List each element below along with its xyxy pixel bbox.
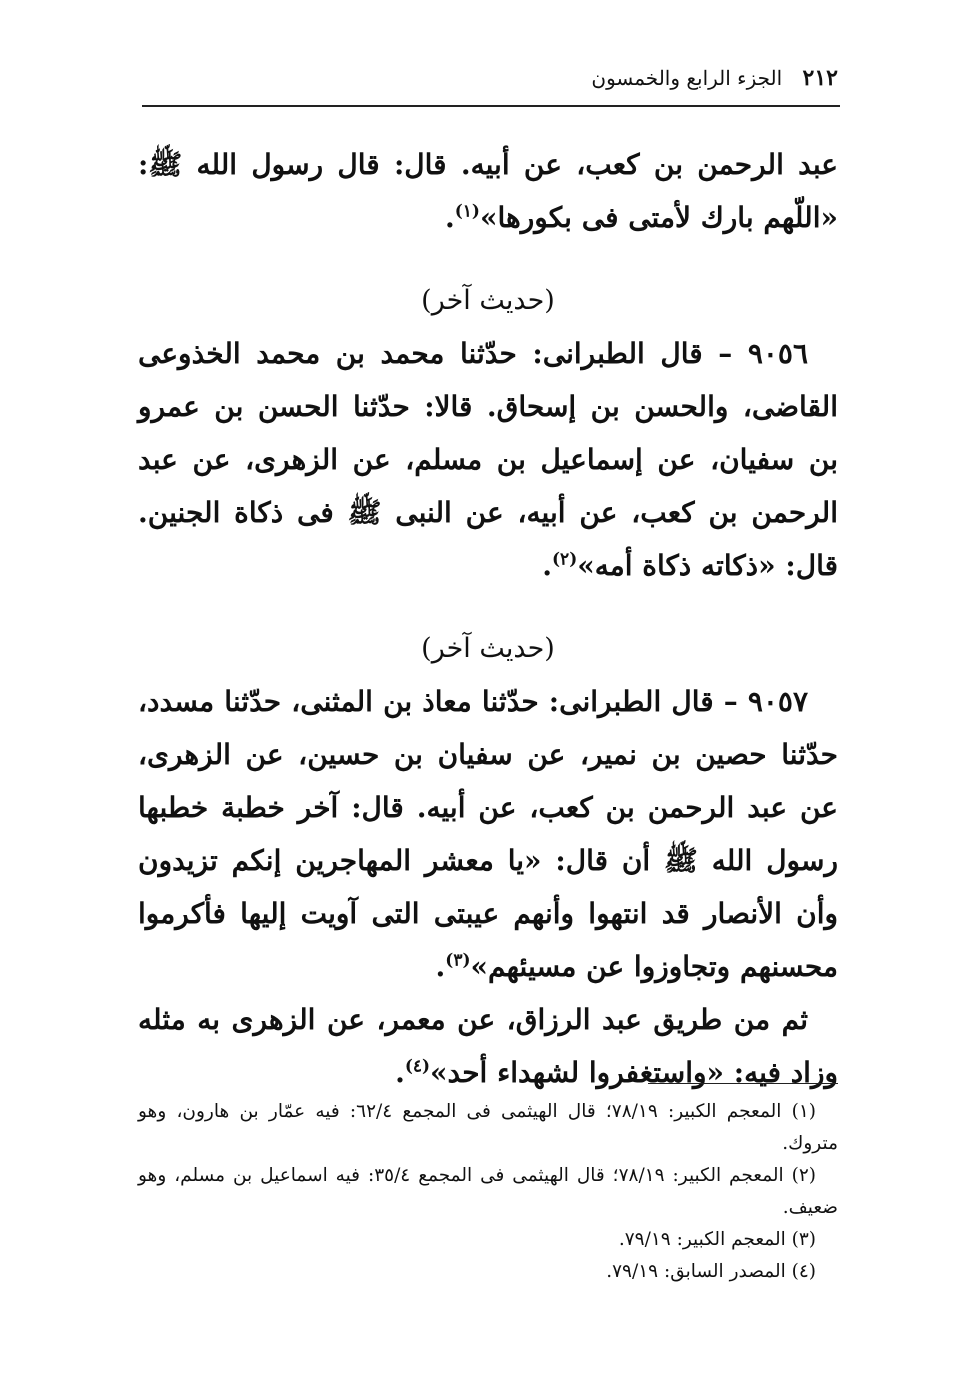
footnotes <box>138 1096 838 1288</box>
paragraph-1: عبد الرحمن بن كعب، عن أبيه. قال: قال رسول الله ﷺ: «اللّهم بارك لأمتى فى بكورها»$^{(١)}$. <box>138 148 838 234</box>
header-rule <box>142 105 840 107</box>
running-header <box>138 58 838 98</box>
footnote-ref-3: (٣) <box>445 950 471 971</box>
hadith-9057: ٩٠٥٧ – قال الطبرانى: حدّثنا معاذ بن المثنى، حدّثنا مسدد، حدّثنا حصين بن نمير، عن سفيان بن حسين، عن الزهرى، عن عبد الرحمن بن كعب، عن أبيه. قال: آخر خطبة خطبها رسول الله ﷺ أن قال: «يا معشر المهاجرين إنكم تزيدون وأن الأنصار قد انتهوا وأنهم عيبتى التى آويت إليها فأكرموا محسنهم وتجاوزوا عن مسيئهم»$^{(٣)}$. <box>138 685 838 983</box>
footnote-ref-2: (٢) <box>552 549 578 570</box>
footnote-ref-4: (٤) <box>404 1056 431 1077</box>
paragraph-4: ثم من طريق عبد الرزاق، عن معمر، عن الزهرى به مثله وزاد فيه: «واستغفروا لشهداء أحد»$^{(٤)}$. <box>138 1003 838 1089</box>
footnote-separator <box>648 1083 838 1084</box>
page-number: ٢١٢ <box>802 65 838 91</box>
footnote-3: (٣) المعجم الكبير: ٧٩/١٩. <box>618 1229 816 1250</box>
footnote-1: (١) المعجم الكبير: ٧٨/١٩؛ قال الهيثمى فى المجمع ٦٢/٤: فيه عمّار بن هارون، وهو متروك. <box>138 1101 838 1154</box>
paragraph-4-text: ثم من طريق عبد الرزاق، عن معمر، عن الزهرى به مثله وزاد فيه: «واستغفروا لشهداء أحد» <box>138 1003 838 1089</box>
hadith-9057-text: ٩٠٥٧ – قال الطبرانى: حدّثنا معاذ بن المثنى، حدّثنا مسدد، حدّثنا حصين بن نمير، عن سفيان بن حسين، عن الزهرى، عن عبد الرحمن بن كعب، عن أبيه. قال: آخر خطبة خطبها رسول الله ﷺ أن قال: «يا معشر المهاجرين إنكم تزيدون وأن الأنصار قد انتهوا وأنهم عيبتى التى آويت إليها فأكرموا محسنهم وتجاوزوا عن مسيئهم» <box>138 685 838 983</box>
footnote-ref-1: (١) <box>454 201 480 222</box>
running-title: الجزء الرابع والخمسون <box>591 66 783 90</box>
footnote-4: (٤) المصدر السابق: ٧٩/١٩. <box>606 1261 816 1282</box>
main-text <box>138 138 838 1099</box>
hadith-9056: ٩٠٥٦ – قال الطبرانى: حدّثنا محمد بن محمد الخذوعى القاضى، والحسن بن إسحاق. قالا: حدّثنا الحسن بن عمرو بن سفيان، عن إسماعيل بن مسلم، عن الزهرى، عن عبد الرحمن بن كعب، عن أبيه، عن النبى ﷺ فى ذكاة الجنين. قال: «ذكاته ذكاة أمه»$^{(٢)}$. <box>138 337 838 582</box>
footnote-2: (٢) المعجم الكبير: ٧٨/١٩؛ قال الهيثمى فى المجمع ٣٥/٤: فيه اسماعيل بن مسلم، وهو ضعيف. <box>138 1165 838 1218</box>
paragraph-1-text: عبد الرحمن بن كعب، عن أبيه. قال: قال رسول الله ﷺ: «اللّهم بارك لأمتى فى بكورها» <box>138 148 838 234</box>
section-heading-2: (حديث آخر) <box>421 633 555 664</box>
hadith-9056-text: ٩٠٥٦ – قال الطبرانى: حدّثنا محمد بن محمد الخذوعى القاضى، والحسن بن إسحاق. قالا: حدّثنا الحسن بن عمرو بن سفيان، عن إسماعيل بن مسلم، عن الزهرى، عن عبد الرحمن بن كعب، عن أبيه، عن النبى ﷺ فى ذكاة الجنين. قال: «ذكاته ذكاة أمه» <box>138 337 838 582</box>
section-heading-1: (حديث آخر) <box>421 285 555 316</box>
